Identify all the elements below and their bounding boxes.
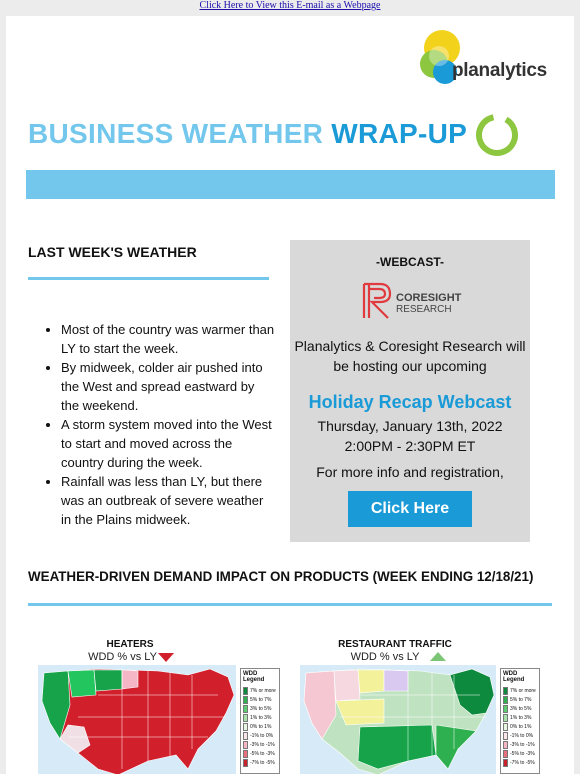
legend-swatch xyxy=(243,696,248,704)
legend-row xyxy=(503,713,537,722)
restaurant-us-map xyxy=(300,665,496,774)
restaurant-legend xyxy=(500,668,540,774)
planalytics-logo-icon xyxy=(412,26,562,92)
demand-heading: WEATHER-DRIVEN DEMAND IMPACT ON PRODUCTS (WEEK ENDING 12/18/21) xyxy=(28,569,534,584)
legend-swatch xyxy=(503,741,508,749)
title-bold: WRAP-UP xyxy=(331,118,468,149)
legend-swatch xyxy=(243,750,248,758)
title-light: BUSINESS WEATHER xyxy=(28,118,332,149)
restaurant-map-subtitle: WDD % vs LY xyxy=(350,651,420,663)
restaurant-map-title: RESTAURANT TRAFFIC xyxy=(338,639,452,650)
legend-swatch xyxy=(503,687,508,695)
legend-row xyxy=(243,713,277,722)
webcast-kicker: -WEBCAST- xyxy=(376,255,444,269)
last-week-heading: LAST WEEK'S WEATHER xyxy=(28,244,197,260)
legend-row xyxy=(243,695,277,704)
legend-label: 5% to 7% xyxy=(510,696,532,703)
list-item: By midweek, colder air pushed into the West and spread eastward by the weekend. xyxy=(44,358,276,415)
demand-rule xyxy=(28,603,552,606)
heaters-us-map xyxy=(38,665,236,774)
coresight-logo-icon xyxy=(360,280,470,322)
list-item: Most of the country was warmer than LY to start the week. xyxy=(44,320,276,358)
legend-label: -1% to 0% xyxy=(250,732,274,739)
legend-label: -7% to -5% xyxy=(510,759,535,766)
legend-row xyxy=(503,722,537,731)
green-ring-icon xyxy=(474,112,520,158)
legend-row xyxy=(243,758,277,767)
legend-row xyxy=(503,740,537,749)
list-item: A storm system moved into the West to start and moved across the country during the week. xyxy=(44,415,276,472)
webcast-date xyxy=(290,416,530,456)
register-button[interactable]: Click Here xyxy=(348,491,472,527)
legend-row xyxy=(243,731,277,740)
legend-label: 1% to 3% xyxy=(510,714,532,721)
legend-label: -3% to -1% xyxy=(510,741,535,748)
list-item: Rainfall was less than LY, but there was an outbreak of severe weather in the Plains midweek. xyxy=(44,472,276,529)
down-arrow-icon xyxy=(158,653,174,663)
heaters-map-subtitle: WDD % vs LY xyxy=(88,651,157,663)
legend-label: 1% to 3% xyxy=(250,714,272,721)
legend-label: -5% to -3% xyxy=(250,750,275,757)
legend-row xyxy=(243,704,277,713)
legend-title: WDD Legend xyxy=(243,671,265,683)
legend-row xyxy=(243,740,277,749)
legend-label: 3% to 5% xyxy=(510,705,532,712)
legend-label: 0% to 1% xyxy=(510,723,532,730)
heaters-legend xyxy=(240,668,280,774)
legend-label: -7% to -5% xyxy=(250,759,275,766)
legend-label: -5% to -3% xyxy=(510,750,535,757)
heaters-map-title: HEATERS xyxy=(106,639,154,650)
planalytics-logo-text: planalytics xyxy=(452,60,547,81)
legend-swatch xyxy=(503,714,508,722)
legend-label: -3% to -1% xyxy=(250,741,275,748)
view-as-webpage-link[interactable]: Click Here to View this E-mail as a Webpage xyxy=(199,0,381,11)
legend-swatch xyxy=(243,732,248,740)
legend-swatch xyxy=(243,687,248,695)
legend-rows xyxy=(243,686,277,767)
legend-rows xyxy=(503,686,537,767)
legend-label: 7% or more xyxy=(250,687,276,694)
legend-title: WDD Legend xyxy=(503,671,525,683)
coresight-logo-subtext: RESEARCH xyxy=(396,304,452,315)
last-week-rule xyxy=(28,277,269,280)
legend-row xyxy=(243,722,277,731)
legend-swatch xyxy=(243,705,248,713)
legend-swatch xyxy=(243,723,248,731)
legend-row xyxy=(243,686,277,695)
webcast-box xyxy=(290,240,530,542)
legend-swatch xyxy=(503,696,508,704)
webcast-description: Planalytics & Coresight Research will be hosting our upcoming xyxy=(294,338,526,374)
legend-label: 3% to 5% xyxy=(250,705,272,712)
legend-row xyxy=(503,758,537,767)
webcast-time-line: 2:00PM - 2:30PM ET xyxy=(344,438,476,454)
legend-swatch xyxy=(243,741,248,749)
legend-label: 0% to 1% xyxy=(250,723,272,730)
webcast-title: Holiday Recap Webcast xyxy=(308,392,512,412)
webcast-date-line: Thursday, January 13th, 2022 xyxy=(317,418,503,434)
legend-label: 7% or more xyxy=(510,687,536,694)
page-title xyxy=(28,117,467,151)
weather-bullet-list xyxy=(44,320,276,529)
legend-label: 5% to 7% xyxy=(250,696,272,703)
legend-row xyxy=(503,686,537,695)
legend-row xyxy=(503,704,537,713)
legend-swatch xyxy=(243,714,248,722)
legend-row xyxy=(503,731,537,740)
legend-swatch xyxy=(503,759,508,767)
legend-swatch xyxy=(503,732,508,740)
up-arrow-icon xyxy=(430,652,446,662)
legend-swatch xyxy=(503,723,508,731)
legend-row xyxy=(503,695,537,704)
header-banner xyxy=(26,170,555,199)
legend-swatch xyxy=(503,750,508,758)
legend-row xyxy=(243,749,277,758)
legend-swatch xyxy=(503,705,508,713)
legend-swatch xyxy=(243,759,248,767)
coresight-logo-text: CORESIGHT xyxy=(396,292,462,304)
webcast-info: For more info and registration, xyxy=(316,464,504,480)
legend-label: -1% to 0% xyxy=(510,732,534,739)
legend-row xyxy=(503,749,537,758)
